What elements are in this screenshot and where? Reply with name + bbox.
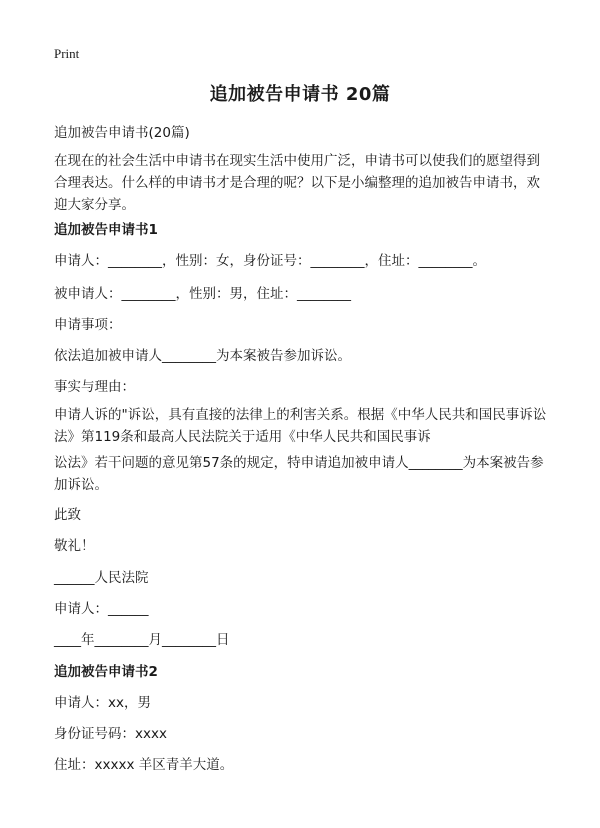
section-1-applicant: 申请人：________，性别：女，身份证号：________，住址：________。 [54,253,486,269]
section-1-respondent: 被申请人：________，性别：男，住址：________ [54,286,351,302]
section-1-closing-2: 敬礼！ [54,538,95,554]
section-1-date: ____年________月________日 [54,632,230,648]
section-1-reason-label: 事实与理由： [54,379,135,395]
section-2-id-number: 身份证号码：xxxx [54,726,167,742]
intro-paragraph: 在现在的社会生活中申请书在现实生活中使用广泛，申请书可以使我们的愿望得到合理表达。什么样的申请书才是合理的呢？以下是小编整理的追加被告申请书，欢迎大家分享。 [54,153,540,213]
section-1-reason-paragraph-2: 讼法》若干问题的意见第57条的规定，特申请追加被申请人________为本案被告参加诉讼。 [54,455,544,493]
section-2-heading: 追加被告申请书2 [54,664,158,680]
section-2-address: 住址：xxxxx 羊区青羊大道。 [54,757,234,773]
document-title: 追加被告申请书 20篇 [209,84,391,105]
print-label: Print [54,46,80,61]
section-1-matter-label: 申请事项： [54,317,122,333]
section-1-closing-1: 此致 [54,507,81,523]
section-1-matter: 依法追加被申请人________为本案被告参加诉讼。 [54,348,351,364]
section-2-applicant: 申请人：xx，男 [54,695,151,711]
document-subtitle: 追加被告申请书(20篇) [54,125,190,141]
section-1-court: ______人民法院 [54,570,149,586]
section-1-heading: 追加被告申请书1 [54,222,158,238]
section-1-signature: 申请人：______ [54,601,149,617]
section-1-reason-paragraph-1: 申请人诉的"诉讼，具有直接的法律上的利害关系。根据《中华人民共和国民事诉讼法》第119条和最高人民法院关于适用《中华人民共和国民事诉 [54,407,547,445]
